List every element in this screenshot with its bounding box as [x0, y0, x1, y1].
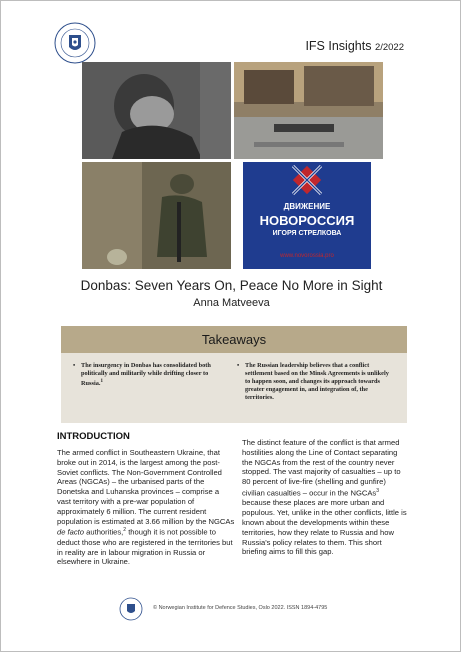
issue-number: 2/2022: [374, 42, 404, 53]
intro-paragraph-left: [57, 448, 235, 567]
intro-left-text-a: The armed conflict in Southeastern Ukraine, that broke out in 2014, is the largest among the post-Soviet conflicts. The Non-Government Controlled Areas (NGCAs) – the urbanised parts of the Donetska and Luhanska provinces – comprise a vast territory with a pre-war population of approximately 6 million. The current resident population is estimated at 3.66 million by the NGCAs: [57, 448, 235, 526]
document-author: Anna Matveeva: [193, 297, 270, 309]
photo-novorossiya-poster: [243, 162, 371, 269]
takeaway-text-2: The Russian leadership believes that a conflict settlement based on the Minsk Agreements is unlikely to happen soon, and changes its approach towards greater engagement in, and integration of, the territories.: [245, 362, 389, 401]
intro-left-italic: de facto: [57, 527, 85, 537]
footer-copyright: © Norwegian Institute for Defence Studies, Oslo 2022. ISSN 1894-4795: [153, 605, 328, 611]
bullet-icon: •: [237, 362, 240, 369]
footnote-ref-1: 1: [100, 379, 103, 384]
poster-line-1: ДВИЖЕНИЕ: [283, 202, 331, 211]
takeaways-box: [61, 353, 407, 423]
takeaways-heading: Takeaways: [61, 326, 407, 353]
series-label: [305, 39, 404, 53]
footer-seal-logo: [119, 597, 143, 621]
document-title: Donbas: Seven Years On, Peace No More in Sight: [80, 278, 383, 293]
takeaway-text-1: The insurgency in Donbas has consolidated both politically and militarily while drifting closer to Russia.: [81, 362, 211, 388]
poster-line-3: ИГОРЯ СТРЕЛКОВА: [272, 230, 342, 237]
institute-seal-logo: [53, 21, 97, 65]
poster-url: www.novorossia.pro: [280, 253, 334, 259]
intro-right-text-a: The distinct feature of the conflict is that armed hostilities along the Line of Contact separating the NGCAs from the rest of the country never stopped. The vast majority of casualties – up to 80 percent of live-fire (shelling and gunfire) civilian casualties – occur in the NGCAs: [242, 438, 401, 498]
poster-line-2: НОВОРОССИЯ: [259, 213, 355, 228]
intro-left-text-c: though it is not possible to deduct those who are registered in the territories but in reality are in labour migration in Russia or elsewhere in Ukraine.: [57, 527, 233, 567]
photo-mourning-woman: [82, 62, 231, 159]
footnote-ref-2: 2: [123, 527, 127, 534]
bullet-icon: •: [73, 362, 76, 369]
takeaway-item-2: [237, 362, 395, 402]
intro-right-text-b: because these places are more urban and populous. Yet, unlike in the other conflicts, little is known about the developments within these territories, how they relate to Russia and how Russia's policy relates to them. This short briefing aims to fill this gap.: [242, 498, 407, 557]
photo-damaged-street: [234, 62, 383, 159]
footnote-ref-3: 3: [376, 487, 379, 494]
intro-left-text-b: authorities,: [84, 527, 124, 537]
intro-paragraph-right: [242, 438, 408, 557]
introduction-heading: INTRODUCTION: [57, 431, 130, 442]
photo-soldier: [82, 162, 231, 269]
takeaway-item-1: [73, 362, 231, 388]
series-name: IFS Insights: [305, 39, 372, 53]
